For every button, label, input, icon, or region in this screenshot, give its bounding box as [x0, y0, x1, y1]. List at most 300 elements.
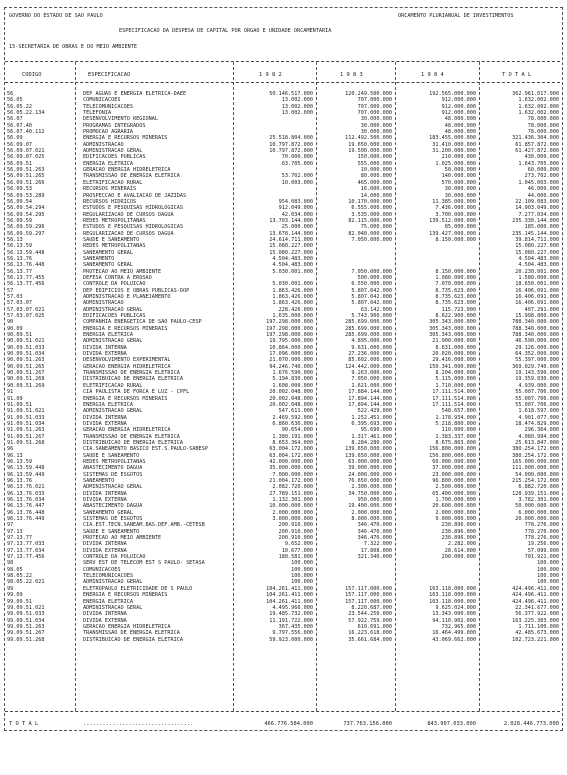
row-value-1984: 28.614.000 — [444, 547, 476, 554]
row-value-total: 39.814.711.000 — [515, 236, 559, 243]
row-specification: SANEAMENTO GERAL — [83, 262, 133, 269]
row-value-1984: 48.000.000 — [444, 116, 476, 123]
row-value-1984: 1.080.000.000 — [435, 274, 476, 281]
row-specification: REDES METROPOLITANAS — [83, 458, 146, 465]
row-value-1984: 163.118.000.000 — [429, 598, 476, 605]
row-code: 91.09.51.268 — [7, 439, 45, 446]
row-value-1982: 50.146.517.000 — [269, 91, 313, 97]
row-value-1982: 35.000.000.000 — [269, 465, 313, 472]
row-value-1982: 1.380.191.000 — [272, 433, 313, 440]
row-value-1983: 30.000.000 — [360, 129, 392, 136]
row-value-1983: 6.555.000.000 — [351, 205, 392, 212]
row-code: 56.09.51.265 — [7, 173, 45, 180]
row-value-1983: 7.050.000.000 — [351, 236, 392, 243]
row-value-total: 100.000 — [537, 573, 559, 580]
row-value-1982: 42.000.000.000 — [269, 458, 313, 465]
row-code: 96.13.76.448 — [7, 509, 45, 516]
row-specification: GERACAO ENERGIA HIDRELETRICA — [83, 427, 171, 434]
row-value-total: 1.711.100.000 — [518, 623, 559, 630]
row-specification: SANEAMENTO GERAL — [83, 509, 133, 516]
row-value-total: 44.000.000 — [527, 192, 559, 199]
row-value-1984: 2.500.000.000 — [435, 484, 476, 491]
budget-table-body — [7, 91, 560, 643]
row-specification: DESENVOLVIMENTO EXPERIMENTAL — [83, 357, 171, 364]
row-value-total: 15.998.800.000 — [515, 313, 559, 320]
row-code: 99 — [7, 585, 14, 592]
row-value-1984: 150.341.000.000 — [429, 363, 476, 370]
row-value-1983: 17.808.000 — [360, 547, 392, 554]
row-code: 91.09 — [7, 395, 23, 402]
row-code: 90.09.51.265 — [7, 363, 45, 370]
row-value-1983: 80.000.000 — [360, 173, 392, 180]
row-code: 99.09.51.033 — [7, 611, 45, 618]
row-value-1983: 14.000.000 — [360, 192, 392, 199]
row-value-total: 60.000.000 — [527, 167, 559, 174]
row-code: 56.05.22.134 — [7, 110, 45, 117]
row-code: 56 — [7, 91, 14, 97]
row-value-1982: 13.002.000 — [281, 103, 313, 110]
row-specification: PROTECAO AO MEIO AMBIENTE — [83, 535, 162, 542]
row-value-1983: 157.117.000.000 — [345, 598, 392, 605]
row-value-1984: 912.000.000 — [441, 103, 476, 110]
row-value-1982: 10.003.000 — [281, 179, 313, 186]
row-value-1982: 104.261.411.000 — [266, 592, 313, 599]
row-value-1984: 8.675.803.000 — [435, 439, 476, 446]
row-value-1982: 4.504.483.000 — [272, 262, 313, 269]
row-value-total: 20.230.001.000 — [515, 268, 559, 275]
row-value-1984: 305.343.000.000 — [429, 319, 476, 326]
row-specification: TRANSMISSAO DE ENERGIA ELETRICA — [83, 173, 180, 180]
row-code: 57.03 — [7, 294, 23, 300]
row-value-1984: 60.000.000.000 — [432, 458, 476, 465]
row-value-total: 778.276.000 — [524, 522, 559, 529]
row-code: 96.13.76 — [7, 477, 32, 484]
row-specification: ESTUDOS E PESQUISAS HIDROLOGICAS — [83, 205, 183, 212]
row-value-total: 165.000.000.000 — [512, 458, 559, 465]
row-specification: DEP EDIFICIOS E OBRAS PUBLICAS-DOP — [83, 287, 190, 294]
row-value-1984: 7.070.000.000 — [435, 281, 476, 288]
row-code: 90.09.51.033 — [7, 344, 45, 351]
row-specification: ENERGIA E RECURSOS MINERAIS — [83, 592, 168, 599]
row-code: 56.09.59.296 — [7, 224, 45, 231]
row-code: 56.09.51.266 — [7, 179, 45, 186]
row-code: 91.09.51.267 — [7, 433, 45, 440]
row-code: 99.09.51.034 — [7, 617, 45, 624]
row-specification: REDES METROPOLITANAS — [83, 243, 146, 250]
row-value-1984: 156.800.000.000 — [429, 452, 476, 459]
row-value-total: 18.474.829.000 — [515, 420, 559, 427]
row-code: 56.13.77 — [7, 268, 32, 275]
row-value-total: 321.436.304.000 — [512, 135, 559, 142]
row-specification: TELECOMUNICACOES — [83, 103, 133, 110]
row-value-1983: 124.442.000.000 — [345, 363, 392, 370]
row-value-1983: 120.249.500.000 — [345, 91, 392, 97]
row-value-1982: 5.030.001.000 — [272, 281, 313, 288]
row-value-1984: 9.625.024.000 — [435, 604, 476, 611]
row-specification: SAUDE E SANEAMENTO — [83, 236, 140, 243]
row-code: 97.13.77.033 — [7, 541, 45, 548]
row-value-1983: 1.317.461.000 — [351, 433, 392, 440]
row-value-1983: 4.895.000.000 — [351, 338, 392, 345]
row-specification: TRANSMISSAO DE ENERGIA ELETRICA — [83, 370, 180, 377]
row-value-total: 1.045.003.000 — [518, 179, 559, 186]
row-value-total: 6.000.000.000 — [518, 509, 559, 516]
row-specification: TRANSMISSAO DE ENERGIA ELETRICA — [83, 433, 180, 440]
row-value-total: 102.723.221.000 — [512, 636, 559, 643]
row-specification: ADMINISTRACAO GERAL — [83, 338, 143, 345]
row-value-1983: 17.884.144.000 — [348, 389, 392, 396]
row-specification: SISTEMAS DE ESGOTOS — [83, 516, 143, 523]
row-value-1984: 570.000.000 — [441, 179, 476, 186]
row-value-1983: 3.535.000.000 — [351, 211, 392, 218]
row-value-1983: 139.650.000.000 — [345, 452, 392, 459]
row-value-1982: 70.000.000 — [281, 154, 313, 161]
row-value-1982: 42.034.000 — [281, 211, 313, 218]
row-code: 56.09.54.294 — [7, 205, 45, 212]
row-value-1984: 17.111.514.000 — [432, 389, 476, 396]
row-specification: ADMINISTRACAO GERAL — [83, 148, 143, 155]
column-header-1984: 1 9 8 4 — [421, 72, 444, 78]
row-value-total: 16.406.091.000 — [515, 287, 559, 294]
row-specification: DIVIDA EXTERNA — [83, 547, 127, 554]
row-value-1983: 35.661.684.000 — [348, 636, 392, 643]
row-specification: DISTRIBUICAO DE ENERGIA ELETRICA — [83, 636, 183, 643]
row-value-1984: 5.115.000.000 — [435, 376, 476, 383]
row-code: 99.09.51.267 — [7, 630, 45, 637]
total-label: T O T A L — [9, 721, 39, 727]
row-value-1983: 85.602.000.000 — [348, 357, 392, 364]
row-specification: ELETRIFICACAO RURAL — [83, 179, 143, 186]
row-value-1984: 1.383.337.000 — [435, 433, 476, 440]
row-value-1984: 48.000.000 — [444, 129, 476, 136]
row-value-1982: 20.002.048.000 — [269, 401, 313, 408]
row-value-total: 55.397.000.000 — [515, 357, 559, 364]
row-specification: DISTRIBUICAO DE ENERGIA ELETRICA — [83, 439, 183, 446]
row-value-1984: 230.896.000 — [441, 528, 476, 535]
row-value-total: 18.650.001.000 — [515, 281, 559, 288]
row-value-1982: 11.191.722.000 — [269, 617, 313, 624]
row-code: 57.03.07.025 — [7, 313, 45, 320]
row-value-1983: 19.650.000.000 — [348, 141, 392, 148]
row-code: 56.09.54.295 — [7, 211, 45, 218]
row-value-1982: 25.518.804.000 — [269, 135, 313, 142]
row-value-1984: 1.710.000.000 — [435, 382, 476, 389]
row-value-1983: 346.470.000 — [357, 528, 392, 535]
row-value-1982: 53.702.000 — [281, 173, 313, 180]
row-value-1982: 1.863.426.000 — [272, 287, 313, 294]
row-value-1983: 139.650.000.000 — [345, 446, 392, 453]
row-value-1982: 1.635.000.000 — [272, 313, 313, 320]
row-code: 56.09.59.297 — [7, 230, 45, 237]
row-code: 98.05.22 — [7, 573, 32, 580]
row-value-1984: 31.410.000.000 — [432, 141, 476, 148]
row-code: 96.13.59.449 — [7, 471, 45, 478]
row-value-1984: 2.282.000 — [447, 541, 476, 548]
row-value-1982: 27.789.151.000 — [269, 490, 313, 497]
row-value-1982: 21.070.000.000 — [269, 357, 313, 364]
row-value-total: 42.485.673.000 — [515, 630, 559, 637]
row-value-1982: 100.000 — [291, 560, 313, 567]
row-specification: GERACAO ENERGIA HIDRELETRICA — [83, 363, 171, 370]
row-value-total: 7.277.034.000 — [518, 211, 559, 218]
row-value-1983: 10.000.000 — [360, 167, 392, 174]
row-value-1982: 19.795.000.000 — [269, 338, 313, 345]
row-specification: ADMINISTRACAO — [83, 300, 124, 307]
row-value-1983: 63.000.000.000 — [348, 458, 392, 465]
row-value-1984: 11.385.000.000 — [432, 198, 476, 205]
row-value-total: 778.276.000 — [524, 528, 559, 535]
row-value-1983: 8.284.280.000 — [351, 439, 392, 446]
row-value-1982: 912.049.000 — [278, 205, 313, 212]
row-code: 97.13 — [7, 528, 23, 535]
row-value-1983: 285.699.000.000 — [345, 332, 392, 339]
row-value-1984: 31.200.000.000 — [432, 148, 476, 155]
total-1983: 737.763.156.000 — [343, 721, 392, 727]
row-code: 97.13.77.034 — [7, 547, 45, 554]
row-value-1984: 230.896.000 — [441, 522, 476, 529]
row-code: 96.13.76.447 — [7, 503, 45, 510]
row-value-1984: 13.343.000.000 — [432, 611, 476, 618]
document-subtitle: ESPECIFICACAO DA DESPESA DE CAPITAL POR ORGAO E UNIDADE ORCAMENTARIA — [119, 28, 332, 34]
row-value-1983: 39.000.000.000 — [348, 465, 392, 472]
row-value-1982: 1.863.426.000 — [272, 294, 313, 300]
row-value-total: 424.496.411.000 — [512, 585, 559, 592]
row-value-1984: 305.343.000.000 — [429, 325, 476, 332]
row-value-1984: 85.000.000 — [444, 224, 476, 231]
row-value-1982: 13.002.000 — [281, 110, 313, 117]
row-value-1984: 3.700.000.000 — [435, 211, 476, 218]
row-value-1982: 1.863.426.000 — [272, 300, 313, 307]
row-value-1982: 63.004.172.000 — [269, 452, 313, 459]
row-code: 96.13.59.448 — [7, 465, 45, 472]
row-value-1983: 1.252.451.000 — [351, 414, 392, 421]
row-value-1982: 228.426.000 — [278, 306, 313, 313]
row-specification: DIVIDA EXTERNA — [83, 617, 127, 624]
row-code: 57.03.07.021 — [7, 306, 45, 313]
row-code: 97 — [7, 522, 14, 529]
row-code: 56.09.53 — [7, 186, 32, 193]
row-value-1982: 197.298.000.000 — [266, 325, 313, 332]
row-value-1983: 707.000.000 — [357, 103, 392, 110]
row-code: 56.13 — [7, 236, 23, 243]
row-value-1982: 1.132.301.000 — [272, 497, 313, 503]
row-value-total: 296.364.000 — [524, 427, 559, 434]
row-value-1983: 5.807.042.000 — [351, 300, 392, 307]
row-value-1984: 21.900.000.000 — [432, 338, 476, 345]
row-specification: ADMINISTRACAO E PLANEJAMENTO — [83, 294, 171, 300]
row-value-1984: 140.000.000 — [441, 173, 476, 180]
row-value-total: 22.341.677.000 — [515, 604, 559, 611]
row-specification: ADMINISTRACAO GERAL — [83, 604, 143, 611]
row-value-1984: 7.436.000.000 — [435, 205, 476, 212]
row-value-1982: 20.002.048.000 — [269, 389, 313, 396]
row-value-1982: 15.080.227.000 — [269, 243, 313, 250]
row-value-total: 16.406.091.000 — [515, 294, 559, 300]
row-value-1984: 20.600.000.000 — [432, 503, 476, 510]
row-code: 56.09.59 — [7, 217, 32, 224]
row-value-1982: 63.705.000 — [281, 160, 313, 167]
row-value-1984: 8.204.000.000 — [435, 370, 476, 377]
row-value-total: 15.080.227.000 — [515, 249, 559, 256]
row-value-1983: 6.395.693.000 — [351, 420, 392, 427]
row-value-1982: 13.002.000 — [281, 97, 313, 104]
row-code: 56.09.07.025 — [7, 154, 45, 161]
row-code: 56.13.76.448 — [7, 262, 45, 269]
row-value-total: 61.857.872.000 — [515, 141, 559, 148]
department-label: 15-SECRETARIA DE OBRAS E DO MEIO AMBIENTE — [9, 44, 138, 50]
row-value-1983: 34.750.000.000 — [348, 490, 392, 497]
row-value-1984: 30.000.000 — [444, 186, 476, 193]
row-specification: SERV EST DE TELECOM EST S PAULO- SETASA — [83, 560, 205, 567]
row-value-1983: 9.631.000.000 — [351, 344, 392, 351]
row-value-1984: 8.622.900.000 — [435, 313, 476, 320]
row-value-1982: 13.678.144.000 — [269, 230, 313, 237]
row-value-1983: 2.300.000.000 — [351, 484, 392, 491]
row-specification: RECURSOS HIDRICOS — [83, 198, 137, 205]
row-value-1983: 950.000.000 — [357, 497, 392, 503]
row-value-1983: 10.170.000.000 — [348, 198, 392, 205]
row-value-total: 380.254.172.000 — [512, 446, 559, 453]
row-value-1982: 367.435.000 — [278, 623, 313, 630]
row-value-1982: 10.864.000.000 — [269, 344, 313, 351]
row-value-1982: 20.002.048.000 — [269, 395, 313, 402]
row-code: 91.09.51.021 — [7, 408, 45, 415]
row-value-1984: 23.000.000.000 — [432, 471, 476, 478]
row-value-total: 788.340.000.000 — [512, 332, 559, 339]
row-value-total: 19.256.000 — [527, 541, 559, 548]
row-value-total: 20.000.000.000 — [515, 516, 559, 523]
row-value-total: 701.921.000 — [524, 554, 559, 561]
row-value-1984: 8.631.000.000 — [435, 344, 476, 351]
row-value-total: 380.254.172.000 — [512, 452, 559, 459]
row-value-total: 215.254.172.000 — [512, 477, 559, 484]
row-value-1983: 9.263.000.000 — [351, 370, 392, 377]
row-value-total: 788.340.000.000 — [512, 325, 559, 332]
row-specification: ENERGIA E RECURSOS MINERAIS — [83, 395, 168, 402]
row-specification: CONTROLE DA POLUICAO — [83, 281, 146, 288]
row-code: 96 — [7, 446, 14, 453]
row-value-total: 4.939.000.000 — [518, 382, 559, 389]
row-value-total: 424.496.411.000 — [512, 598, 559, 605]
row-specification: COMPANHIA ENERGETICA DE SAO PAULO-CESP — [83, 319, 202, 326]
row-value-total: 1.618.597.000 — [518, 408, 559, 415]
row-value-1983: 707.000.000 — [357, 110, 392, 117]
row-code: 56.07 — [7, 116, 23, 123]
row-specification: SANEAMENTO — [83, 255, 115, 262]
row-value-1982: 104.261.411.000 — [266, 598, 313, 605]
row-code: 90.09.51.021 — [7, 338, 45, 345]
row-value-1983: 157.117.000.000 — [345, 592, 392, 599]
row-value-total: 78.000.000 — [527, 116, 559, 123]
row-specification: TRANSMISSAO DE ENERGIA ELETRICA — [83, 630, 180, 637]
row-value-1984: 230.896.000 — [441, 535, 476, 542]
row-value-1983: 7.050.000.000 — [351, 376, 392, 383]
row-value-1982: 6.860.636.000 — [272, 420, 313, 427]
row-value-1984: 192.565.000.000 — [429, 91, 476, 97]
row-value-1983: 2.000.000.000 — [351, 509, 392, 516]
row-value-1983: 27.236.000.000 — [348, 351, 392, 358]
row-specification: DISTRIBUICAO DE ENERGIA ELETRICA — [83, 376, 183, 383]
row-code: 99.09 — [7, 592, 23, 599]
total-row — [7, 721, 560, 775]
row-value-1983: 321.340.000 — [357, 554, 392, 561]
row-value-total: 788.340.000.000 — [512, 319, 559, 326]
row-specification: DIVIDA INTERNA — [83, 541, 127, 548]
row-value-1983: 610.691.000 — [357, 623, 392, 630]
row-value-1983: 19.400.000.000 — [348, 503, 392, 510]
row-code: 56.09.51 — [7, 160, 32, 167]
row-value-1984: 548.657.000 — [441, 408, 476, 415]
row-value-1984: 8.150.000.000 — [435, 236, 476, 243]
row-value-total: 57.099.000 — [527, 547, 559, 554]
row-value-1983: 707.000.000 — [357, 97, 392, 104]
row-specification: ABASTECIMENTO DAGUA — [83, 465, 143, 472]
row-value-1982: 547.611.000 — [278, 408, 313, 415]
row-value-1983: 19.500.000.000 — [348, 148, 392, 155]
row-value-total: 54.000.000.000 — [515, 471, 559, 478]
row-value-1983: 285.699.000.000 — [345, 325, 392, 332]
row-specification: COMUNICACOES — [83, 566, 121, 573]
row-value-1982: 200.910.000 — [278, 528, 313, 535]
row-value-1982: 197.298.000.000 — [266, 319, 313, 326]
row-specification: EDIFICACOES PUBLICAS — [83, 154, 146, 161]
row-specification: TELEFONIA — [83, 110, 112, 117]
row-code: 56.09.07 — [7, 141, 32, 148]
row-value-1982: 94.246.740.000 — [269, 363, 313, 370]
row-value-1982: 19.485.732.000 — [269, 611, 313, 618]
row-specification: CONTROLE DA POLUICAO — [83, 554, 146, 561]
row-value-total: 61.427.872.000 — [515, 148, 559, 155]
row-value-1983: 17.894.144.000 — [348, 401, 392, 408]
row-value-1984: 48.000.000 — [444, 122, 476, 129]
row-value-total: 4.901.077.000 — [518, 414, 559, 421]
row-value-1982: 100.000 — [291, 566, 313, 573]
row-value-total: 1.632.002.000 — [518, 110, 559, 117]
row-specification: ADMINISTRACAO GERAL — [83, 579, 143, 586]
row-code: 99.09.51.263 — [7, 623, 45, 630]
row-value-1982: 4.495.966.000 — [272, 604, 313, 611]
row-code: 56.09.53.289 — [7, 192, 45, 199]
row-value-1984: 912.000.000 — [441, 97, 476, 104]
total-1982: 466.776.584.000 — [264, 721, 313, 727]
row-specification: CIA.SANEAMENTO BASICO EST.S.PAULO-SABESP — [83, 446, 208, 453]
total-separator — [5, 711, 560, 712]
row-value-1984: 912.000.000 — [441, 110, 476, 117]
row-value-total: 369.029.740.000 — [512, 363, 559, 370]
row-specification: PROTECAO AO MEIO AMBIENTE — [83, 268, 162, 275]
row-value-total: 46.590.000.000 — [515, 338, 559, 345]
row-value-1983: 75.000.000 — [360, 224, 392, 231]
row-specification: GERACAO ENERGIA HIDRELETRICA — [83, 167, 171, 174]
row-value-1983: 500.000.000 — [357, 274, 392, 281]
row-value-1983: 30.000.000 — [360, 122, 392, 129]
row-value-total: 50.000.000.000 — [515, 503, 559, 510]
row-value-1984: 732.965.000 — [441, 623, 476, 630]
column-header-1983: 1 9 8 3 — [340, 72, 363, 78]
row-value-1982: 13.703.144.000 — [269, 217, 313, 224]
row-code: 56.09.51.263 — [7, 167, 45, 174]
row-value-1983: 5.807.042.000 — [351, 287, 392, 294]
row-specification: PROSPECCAO E AVALIACAO DE JAZIDAS — [83, 192, 187, 199]
row-value-1984: 163.118.000.000 — [429, 585, 476, 592]
row-value-1982: 8.653.364.000 — [272, 439, 313, 446]
row-specification: DIVIDA INTERNA — [83, 611, 127, 618]
row-value-1982: 180.581.000 — [278, 554, 313, 561]
row-value-1984: 1.178.934.000 — [435, 414, 476, 421]
row-value-1983: 24.000.000.000 — [348, 471, 392, 478]
row-value-1984: 8.150.000.000 — [435, 268, 476, 275]
row-value-1982: 5.030.001.000 — [272, 268, 313, 275]
